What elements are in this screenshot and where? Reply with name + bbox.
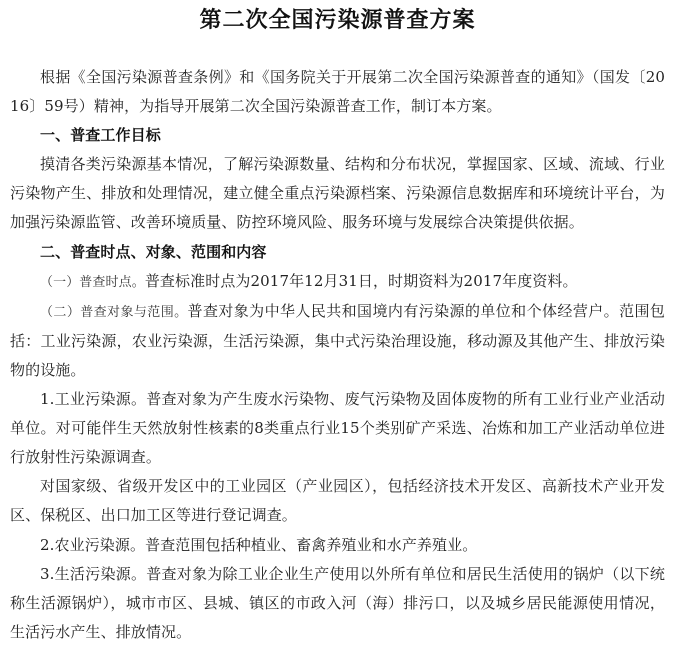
section-heading-scope: 二、普查时点、对象、范围和内容 xyxy=(40,242,267,261)
industrial-parks-paragraph: 对国家级、省级开发区中的工业园区（产业园区），包括经济技术开发区、高新技术产业开发区、保税区、出口加工区等进行登记调查。 xyxy=(10,477,665,525)
industrial-source-paragraph: 1.工业污染源。普查对象为产生废水污染物、废气污染物及固体废物的所有工业行业产业活动单位。对可能伴生天然放射性核素的8类重点行业15个类别矿产采选、冶炼和加工产业活动单位进行放射性污染源调查。 xyxy=(10,390,665,467)
census-scope-lead: （二）普查对象与范围。 xyxy=(40,304,188,320)
census-time-text: 普查标准时点为2017年12月31日，时期资料为2017年度资料。 xyxy=(144,271,578,290)
page-title: 第二次全国污染源普查方案 xyxy=(199,8,476,33)
goals-paragraph: 摸清各类污染源基本情况，了解污染源数量、结构和分布状况，掌握国家、区域、流域、行业污染物产生、排放和处理情况，建立健全重点污染源档案、污染源信息数据库和环境统计平台，为加强污染源监管、改善环境质量、防控环境风险、服务环境与发展综合决策提供依据。 xyxy=(10,155,665,232)
section-heading-goals: 一、普查工作目标 xyxy=(40,126,161,145)
census-time-paragraph xyxy=(10,267,665,297)
census-scope-text: 普查对象为中华人民共和国境内有污染源的单位和个体经营户。范围包括：工业污染源，农业污染源，生活污染源，集中式污染治理设施，移动源及其他产生、排放污染物的设施。 xyxy=(10,301,665,379)
census-time-lead: （一）普查时点。 xyxy=(40,274,145,290)
intro-paragraph: 根据《全国污染源普查条例》和《国务院关于开展第二次全国污染源普查的通知》（国发〔2016〕59号）精神，为指导开展第二次全国污染源普查工作，制订本方案。 xyxy=(10,68,665,116)
census-scope-paragraph xyxy=(10,297,665,385)
document-body xyxy=(10,63,665,647)
agricultural-source-paragraph: 2.农业污染源。普查范围包括种植业、畜禽养殖业和水产养殖业。 xyxy=(40,535,478,554)
living-source-paragraph: 3.生活污染源。普查对象为除工业企业生产使用以外所有单位和居民生活使用的锅炉（以下统称生活源锅炉），城市市区、县城、镇区的市政入河（海）排污口，以及城乡居民能源使用情况，生活污水产生、排放情况。 xyxy=(10,564,665,641)
